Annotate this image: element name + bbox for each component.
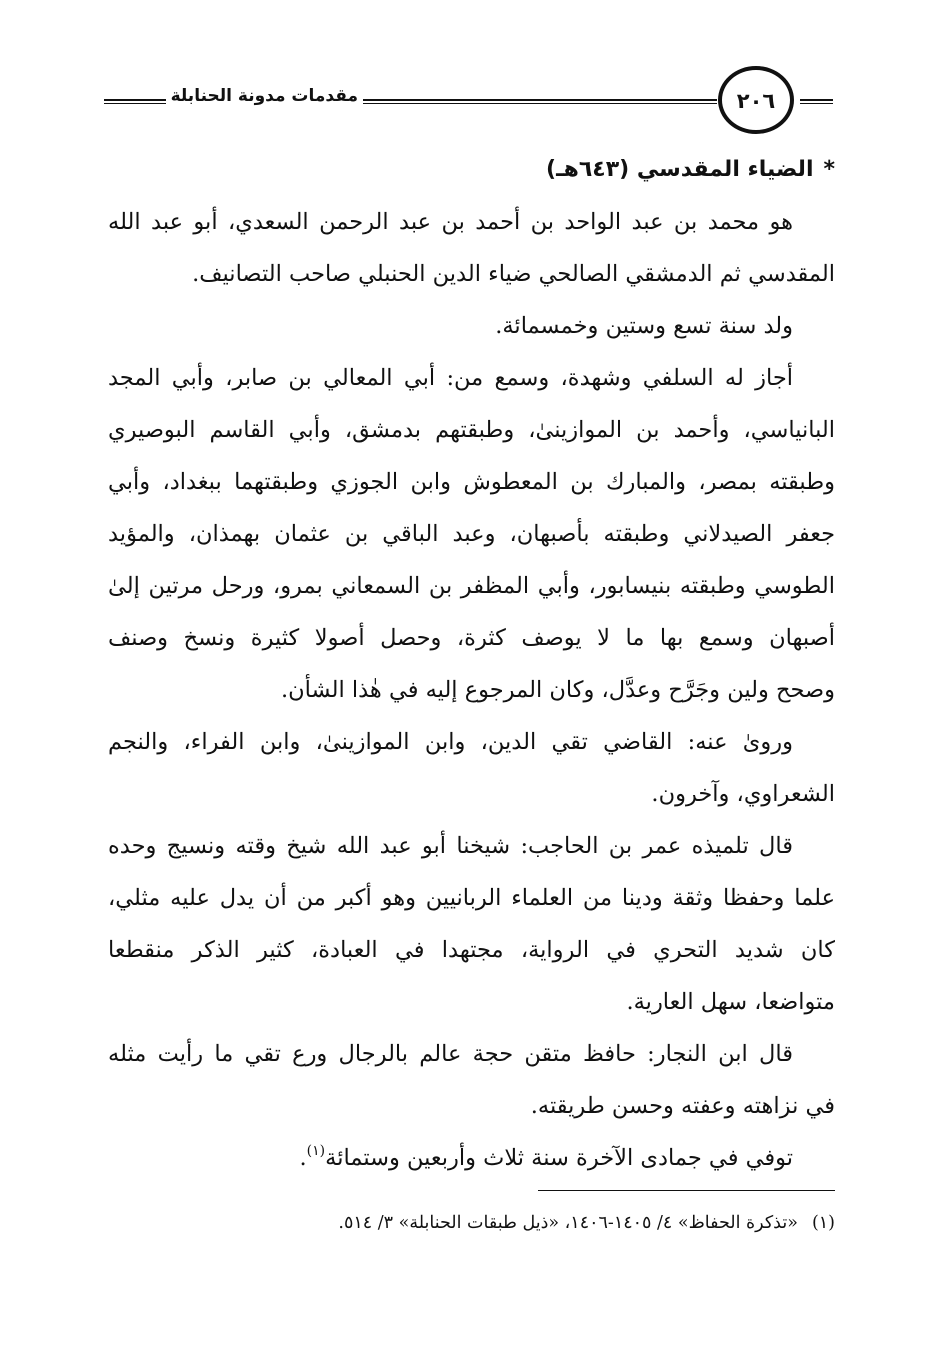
entry-marker: * [823,157,835,182]
text-line: قال ابن النجار: حافظ متقن حجة عالم بالرجال ورع تقي ما رأيت مثله [108,1041,793,1067]
text-line: علما وحفظا وثقة ودينا من العلماء الربانيين وهو أكبر من أن يدل عليه مثلي، [108,885,835,911]
footnote-reference[interactable]: (١) [306,1143,326,1159]
death-text: توفي في جمادى الآخرة سنة ثلاث وأربعين وستمائة [325,1145,793,1171]
text-line: وطبقته بمصر، والمبارك بن المعطوش وابن الجوزي وطبقتهما ببغداد، وأبي [108,469,835,495]
text-line: ورویٰ عنه: القاضي تقي الدين، وابن الموازينیٰ، وابن الفراء، والنجم [108,729,793,755]
text-line: هو محمد بن عبد الواحد بن أحمد بن عبد الرحمن السعدي، أبو عبد الله [108,209,793,235]
text-line: أصبهان وسمع بها ما لا يوصف كثرة، وحصل أصولا كثيرة ونسخ وصنف [108,625,835,651]
paragraph-ibn-alnajjar [108,1028,835,1132]
footnote-number: (١) [811,1213,835,1233]
page-number: ٢٠٦ [736,89,776,113]
text-line: كان شديد التحري في الرواية، مجتهدا في العبادة، كثير الذكر منقطعا [108,937,835,963]
paragraph-birth [108,300,835,352]
paragraph-ibn-alhajib [108,820,835,1028]
footnote-separator [538,1190,835,1191]
death-tail: . [299,1145,307,1171]
main-text [108,150,835,1184]
entry-title: الضياء المقدسي (٦٤٣هـ) [546,157,814,182]
text-line: المقدسي ثم الدمشقي الصالحي ضياء الدين الحنبلي صاحب التصانيف. [192,261,835,287]
footnote [200,1205,835,1241]
text-line [108,1132,835,1184]
text-line: جعفر الصيدلاني وطبقته بأصبهان، وعبد الباقي بن عثمان بهمذان، والمؤيد [108,521,835,547]
text-line: قال تلميذه عمر بن الحاجب: شيخنا أبو عبد الله شيخ وقته ونسيج وحده [108,833,793,859]
header-rule-right [800,99,833,104]
page-number-badge [718,66,794,134]
paragraph-biography [108,196,835,300]
paragraph-teachers [108,352,835,716]
page-header [100,64,835,140]
text-line: البانياسي، وأحمد بن الموازينیٰ، وطبقتهم بدمشق، وأبي القاسم البوصيري [108,417,835,443]
text-line: في نزاهته وعفته وحسن طريقته. [530,1093,835,1119]
header-rule-middle [363,99,717,104]
header-rule-left [104,99,166,104]
text-line: وصحح ولين وجَرَّح وعدَّل، وكان المرجوع إليه في هٰذا الشأن. [281,677,835,703]
text-line: الطوسي وطبقته بنيسابور، وأبي المظفر بن السمعاني بمرو، ورحل مرتين إلىٰ [108,573,835,599]
text-line: الشعراوي، وآخرون. [651,781,835,807]
paragraph-death [108,1132,835,1184]
text-line: أجاز له السلفي وشهدة، وسمع من: أبي المعالي بن صابر، وأبي المجد [108,365,793,391]
entry-heading [108,150,835,196]
text-line: متواضعا، سهل العارية. [626,989,835,1015]
footnote-text: «تذكرة الحفاظ» ٤/ ١٤٠٥-١٤٠٦، «ذيل طبقات الحنابلة» ٣/ ٥١٤. [338,1213,798,1233]
text-line: ولد سنة تسع وستين وخمسمائة. [495,313,793,339]
running-title: مقدمات مدونة الحنابلة [170,86,358,106]
paragraph-students [108,716,835,820]
